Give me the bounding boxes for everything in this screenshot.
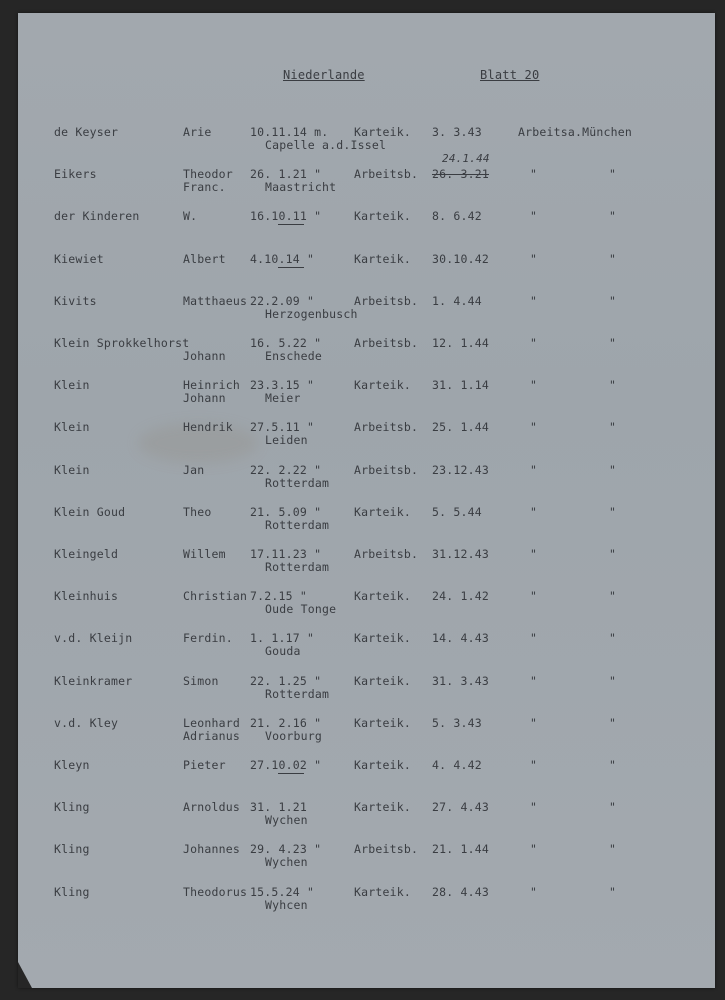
surname-cell: v.d. Kley [54, 715, 119, 730]
given-name-2-cell: Franc. [183, 180, 226, 195]
table-row [18, 209, 715, 243]
entry-date-cell: 31. 1.14 [432, 378, 489, 393]
ditto-mark: " [609, 209, 617, 224]
year-underline [278, 224, 304, 225]
surname-cell: Klein Sprokkelhorst [54, 336, 190, 350]
document-type-cell: Karteik. [354, 125, 411, 139]
ditto-mark: " [530, 167, 538, 182]
entry-date-cell: 4. 4.42 [432, 758, 482, 772]
handwritten-correction: 24.1.44 [442, 152, 490, 166]
entry-date-cell: 30.10.42 [432, 251, 489, 266]
table-row [18, 505, 715, 539]
surname-cell: Kleinkramer [54, 673, 133, 688]
ditto-mark: " [530, 800, 538, 815]
entry-date-cell: 31.12.43 [432, 547, 489, 561]
document-type-cell: Karteik. [354, 800, 411, 815]
birth-date-cell: 10.11.14 m. [250, 125, 329, 139]
birth-date-cell: 15.5.24 " [250, 884, 315, 899]
ditto-mark: " [609, 800, 617, 815]
birthplace-cell: Oude Tonge [265, 602, 337, 617]
table-row [18, 885, 715, 919]
entry-date-cell: 27. 4.43 [432, 800, 489, 815]
birth-date-cell: 23.3.15 " [250, 378, 315, 393]
table-row [18, 800, 715, 834]
entry-date-cell: 23.12.43 [432, 462, 489, 477]
entry-date-cell: 3. 3.43 [432, 125, 482, 139]
surname-cell: Kling [54, 800, 90, 815]
table-row [18, 378, 715, 412]
birth-date-cell: 27.5.11 " [250, 420, 315, 435]
birth-date-cell: 29. 4.23 " [250, 842, 322, 857]
birthplace-cell: Wychen [265, 855, 308, 870]
table-row [18, 631, 715, 665]
surname-cell: Kleingeld [54, 547, 119, 561]
birth-date-cell: 22.2.09 " [250, 293, 315, 308]
ditto-mark: " [609, 589, 617, 604]
given-name-cell: Arie [183, 125, 212, 139]
given-name-cell: Christian [183, 589, 248, 604]
ditto-mark: " [609, 758, 617, 772]
document-type-cell: Arbeitsb. [354, 167, 419, 182]
birth-date-cell: 7.2.15 " [250, 589, 307, 604]
entry-date-cell: 1. 4.44 [432, 293, 482, 308]
given-name-cell: Theodorus [183, 884, 248, 899]
given-name-cell: Pieter [183, 758, 226, 772]
ditto-mark: " [530, 251, 538, 266]
table-row [18, 716, 715, 750]
document-type-cell: Arbeitsb. [354, 336, 419, 350]
surname-cell: v.d. Kleijn [54, 631, 133, 646]
birthplace-cell: Rotterdam [265, 517, 330, 532]
entry-date-cell: 12. 1.44 [432, 336, 489, 350]
birth-date-cell: 16.10.11 " [250, 209, 322, 224]
surname-cell: Kling [54, 842, 90, 857]
document-type-cell: Arbeitsb. [354, 420, 419, 435]
entry-date-cell: 5. 3.43 [432, 715, 482, 730]
table-row [18, 336, 715, 370]
table-row [18, 420, 715, 454]
birth-date-cell: 21. 5.09 " [250, 504, 322, 519]
table-row [18, 589, 715, 623]
given-name-cell: Simon [183, 673, 219, 688]
ditto-mark: " [609, 420, 617, 435]
ditto-mark: " [530, 209, 538, 224]
surname-cell: der Kinderen [54, 209, 140, 224]
table-row [18, 842, 715, 876]
birth-date-cell: 21. 2.16 " [250, 715, 322, 730]
birth-date-cell: 4.10.14 " [250, 251, 315, 266]
ditto-mark: " [609, 504, 617, 519]
given-name-2-cell: Johann [183, 349, 226, 363]
document-type-cell: Karteik. [354, 715, 411, 730]
document-type-cell: Karteik. [354, 209, 411, 224]
entry-date-cell: 21. 1.44 [432, 842, 489, 857]
ditto-mark: " [530, 462, 538, 477]
birth-date-cell: 22. 1.25 " [250, 673, 322, 688]
surname-cell: Kiewiet [54, 251, 104, 266]
ditto-mark: " [530, 673, 538, 688]
ditto-mark: " [609, 673, 617, 688]
surname-cell: Kling [54, 884, 90, 899]
table-row [18, 152, 715, 201]
folded-corner [18, 962, 32, 988]
ditto-mark: " [609, 631, 617, 646]
entry-date-cell: 25. 1.44 [432, 420, 489, 435]
birthplace-cell: Wyhcen [265, 897, 308, 912]
ditto-mark: " [609, 378, 617, 393]
surname-cell: Klein Goud [54, 504, 126, 519]
ditto-mark: " [530, 884, 538, 899]
given-name-cell: Arnoldus [183, 800, 240, 815]
ditto-mark: " [530, 631, 538, 646]
birthplace-cell: Capelle a.d.Issel [265, 138, 387, 152]
birth-date-cell: 26. 1.21 " [250, 167, 322, 182]
ditto-mark: " [609, 336, 617, 350]
given-name-cell: Ferdin. [183, 631, 233, 646]
table-row [18, 547, 715, 581]
entry-date-cell: 5. 5.44 [432, 504, 482, 519]
birth-date-cell: 22. 2.22 " [250, 462, 322, 477]
surname-cell: Klein [54, 462, 90, 477]
birthplace-cell: Rotterdam [265, 686, 330, 701]
table-row [18, 294, 715, 328]
surname-cell: de Keyser [54, 125, 119, 139]
given-name-cell: W. [183, 209, 198, 224]
ditto-mark: " [530, 715, 538, 730]
ditto-mark: " [530, 378, 538, 393]
birth-date-cell: 17.11.23 " [250, 547, 322, 561]
ditto-mark: " [530, 547, 538, 561]
surname-cell: Klein [54, 420, 90, 435]
given-name-cell: Johannes [183, 842, 240, 857]
ditto-mark: " [609, 842, 617, 857]
ditto-mark: " [530, 336, 538, 350]
birthplace-cell: Maastricht [265, 180, 337, 195]
ditto-mark: " [609, 715, 617, 730]
entry-date-cell: 24. 1.42 [432, 589, 489, 604]
ditto-mark: " [530, 589, 538, 604]
birth-date-cell: 16. 5.22 " [250, 336, 322, 350]
given-name-2-cell: Johann [183, 391, 226, 406]
given-name-cell: Theodor [183, 167, 233, 182]
given-name-cell: Willem [183, 547, 226, 561]
birthplace-cell: Meier [265, 391, 301, 406]
given-name-cell: Matthaeus [183, 293, 248, 308]
birth-date-cell: 31. 1.21 [250, 800, 307, 815]
given-name-cell: Leonhard [183, 715, 240, 730]
surname-cell: Eikers [54, 167, 97, 182]
year-underline [278, 773, 304, 774]
entry-date-cell: 31. 3.43 [432, 673, 489, 688]
ditto-mark: " [609, 167, 617, 182]
surname-cell: Kleyn [54, 758, 90, 772]
given-name-cell: Jan [183, 462, 205, 477]
entry-date-cell: 8. 6.42 [432, 209, 482, 224]
ditto-mark: " [530, 504, 538, 519]
given-name-cell: Albert [183, 251, 226, 266]
ditto-mark: " [609, 251, 617, 266]
given-name-cell: Heinrich [183, 378, 240, 393]
document-type-cell: Arbeitsb. [354, 293, 419, 308]
given-name-cell: Hendrik [183, 420, 233, 435]
ditto-mark: " [609, 547, 617, 561]
document-title: Niederlande [283, 68, 365, 82]
ditto-mark: " [609, 884, 617, 899]
entry-date-cell: 26. 3.21 [432, 167, 489, 182]
birthplace-cell: Leiden [265, 433, 308, 448]
document-type-cell: Karteik. [354, 758, 411, 772]
ditto-mark: " [530, 758, 538, 772]
birthplace-cell: Herzogenbusch [265, 306, 358, 321]
document-type-cell: Karteik. [354, 884, 411, 899]
birthplace-cell: Gouda [265, 644, 301, 659]
ditto-mark: " [530, 293, 538, 308]
table-row [18, 463, 715, 497]
birthplace-cell: Wychen [265, 813, 308, 828]
document-type-cell: Karteik. [354, 631, 411, 646]
document-type-cell: Karteik. [354, 251, 411, 266]
birthplace-cell: Rotterdam [265, 475, 330, 490]
table-row [18, 252, 715, 286]
entry-date-cell: 14. 4.43 [432, 631, 489, 646]
document-type-cell: Arbeitsb. [354, 462, 419, 477]
birth-date-cell: 1. 1.17 " [250, 631, 315, 646]
document-type-cell: Karteik. [354, 589, 411, 604]
destination-cell: Arbeitsa.München [518, 125, 632, 139]
birth-date-cell: 27.10.02 " [250, 758, 322, 772]
entry-date-cell: 28. 4.43 [432, 884, 489, 899]
document-type-cell: Arbeitsb. [354, 547, 419, 561]
document-type-cell: Arbeitsb. [354, 842, 419, 857]
table-row [18, 125, 715, 159]
document-type-cell: Karteik. [354, 504, 411, 519]
surname-cell: Kleinhuis [54, 589, 119, 604]
ditto-mark: " [530, 842, 538, 857]
birthplace-cell: Voorburg [265, 728, 322, 743]
document-type-cell: Karteik. [354, 673, 411, 688]
sheet-number: Blatt 20 [480, 68, 540, 82]
surname-cell: Klein [54, 378, 90, 393]
ditto-mark: " [609, 462, 617, 477]
year-underline [278, 267, 304, 268]
document-type-cell: Karteik. [354, 378, 411, 393]
birthplace-cell: Rotterdam [265, 560, 330, 574]
table-row [18, 674, 715, 708]
table-row [18, 758, 715, 792]
surname-cell: Kivits [54, 293, 97, 308]
ditto-mark: " [530, 420, 538, 435]
ditto-mark: " [609, 293, 617, 308]
given-name-2-cell: Adrianus [183, 728, 240, 743]
document-sheet [18, 13, 715, 988]
birthplace-cell: Enschede [265, 349, 322, 363]
given-name-cell: Theo [183, 504, 212, 519]
